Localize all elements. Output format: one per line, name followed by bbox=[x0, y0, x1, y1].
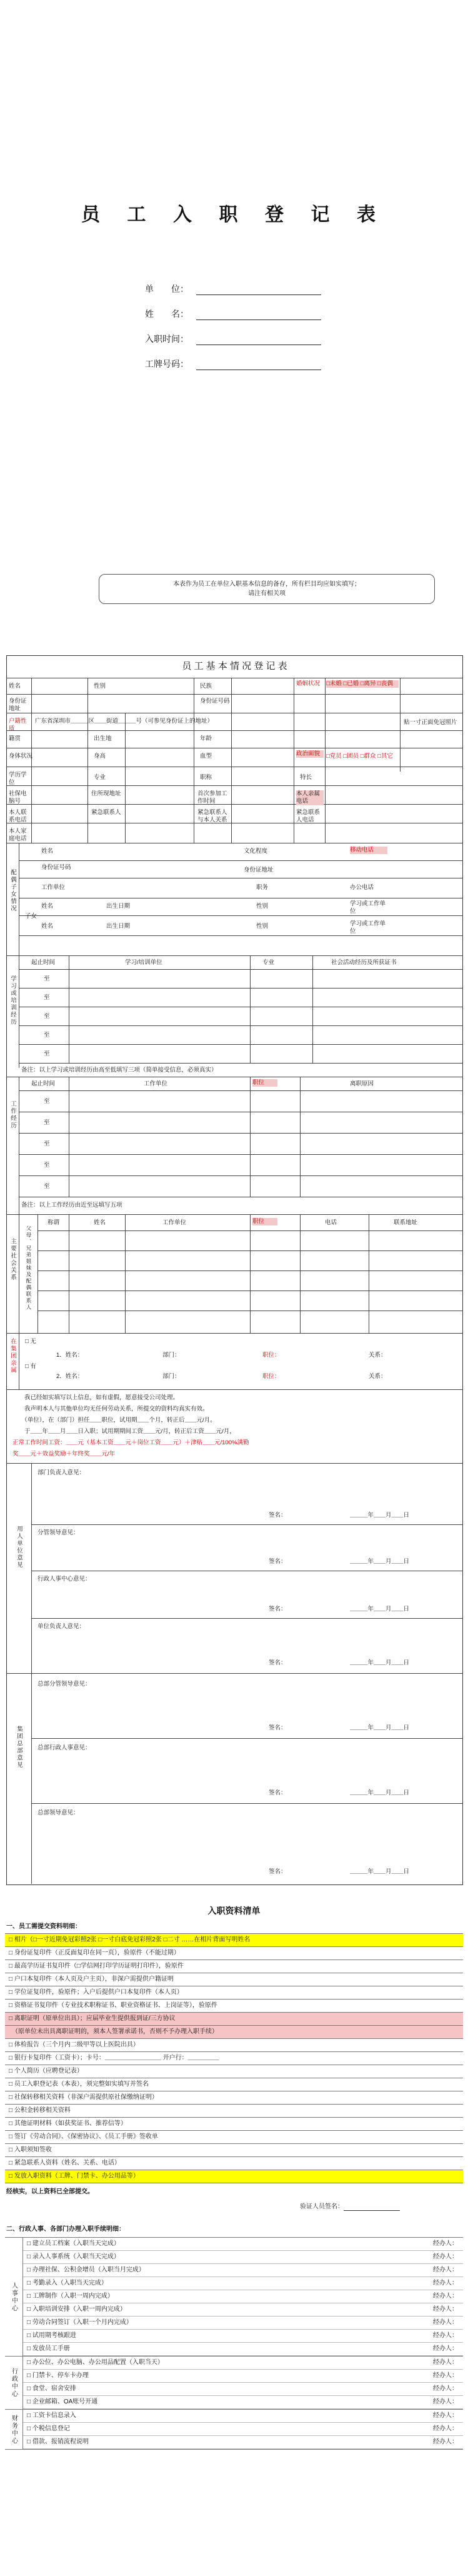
checklist-title: 入职资料清单 bbox=[207, 1906, 261, 1916]
work-row-4: 至 bbox=[44, 1162, 50, 1169]
section-unit-approval: 用人单位意见 bbox=[16, 1526, 22, 1569]
checklist-item[interactable]: □ 银行卡复印件（工资卡）；卡号：＿＿＿＿＿＿＿＿＿ 开户行：＿＿＿＿＿ bbox=[5, 2052, 463, 2065]
label-child2-school: 学习或工作单位 bbox=[350, 920, 386, 935]
checklist-item[interactable]: □ 相片（□一寸近期免冠彩照2张 □一寸白底免冠彩照2张 □二寸 ……在相片背面写明姓名 bbox=[5, 1934, 463, 1947]
hire-date-input-line[interactable] bbox=[196, 336, 321, 345]
checklist-task-handler: 经办人： bbox=[433, 2280, 458, 2287]
checklist-task-handler: 经办人： bbox=[433, 2240, 458, 2247]
checklist-item[interactable]: □ 学位证复印件，验原件；入户后提供户口本复印件（本人页） bbox=[5, 1986, 463, 2000]
political-options[interactable]: □党员 □团员 □群众 □其它 bbox=[326, 753, 393, 760]
work-row-2: 至 bbox=[44, 1119, 50, 1126]
label-work-position: 职位 bbox=[252, 1079, 277, 1087]
checklist-task-handler: 经办人： bbox=[433, 2425, 458, 2432]
division-head-sign: 签名： bbox=[269, 1558, 287, 1565]
declaration-salary-line1: 正常工作时间工资：＿＿元（基本工资＿＿元＋岗位工资＿＿元）＋津贴＿＿元/100%满勤 bbox=[12, 1439, 249, 1446]
checklist-group bbox=[5, 2357, 463, 2410]
checklist-task-label: □ 工资卡信息录入 bbox=[27, 2412, 76, 2419]
checklist-item[interactable]: □ 入职须知签收 bbox=[5, 2144, 463, 2157]
badge-input-line[interactable] bbox=[196, 361, 321, 370]
label-spouse-mobile: 移动电话 bbox=[350, 847, 387, 854]
checklist-task-handler: 经办人： bbox=[433, 2319, 458, 2326]
checklist-task[interactable] bbox=[23, 2251, 463, 2264]
checklist-task[interactable] bbox=[23, 2317, 463, 2330]
group-office-opinion: 总部行政人事意见： bbox=[37, 1744, 91, 1751]
division-head-date: ＿＿＿年＿＿月＿＿日 bbox=[350, 1558, 410, 1565]
relatives-none-option[interactable]: □ 无 bbox=[25, 1338, 36, 1345]
checklist-hr-sign: 验证人员签名： bbox=[300, 2203, 400, 2211]
label-name: 姓名 bbox=[9, 683, 21, 690]
dept-head-opinion: 部门负责人意见： bbox=[37, 1469, 86, 1476]
checklist-task[interactable] bbox=[23, 2357, 463, 2370]
relatives-has-option[interactable]: □ 有 bbox=[25, 1363, 36, 1370]
label-child2-birth: 出生日期 bbox=[106, 923, 131, 930]
label-family-name: 姓名 bbox=[94, 1219, 106, 1226]
form-header: 员 工 基 本 情 况 登 记 表 bbox=[182, 661, 287, 672]
checklist-group bbox=[5, 2410, 463, 2450]
checklist-part2-title: 二、行政人事、各部门办理入职手续明细： bbox=[6, 2226, 125, 2233]
checklist-item[interactable]: □ 其他证明材料（如获奖证书、推荐信等） bbox=[5, 2118, 463, 2131]
label-title: 职称 bbox=[200, 774, 212, 781]
checklist-part1-title: 一、员工需提交资料明细： bbox=[6, 1923, 81, 1930]
name-input-line[interactable] bbox=[196, 311, 321, 320]
unit-head-opinion: 单位负责人意见： bbox=[37, 1623, 86, 1630]
section-work: 工作经历 bbox=[9, 1100, 16, 1129]
checklist-task-handler: 经办人： bbox=[433, 2372, 458, 2379]
label-political: 政治面貌 bbox=[296, 750, 324, 758]
edu-row-4: 至 bbox=[44, 1032, 50, 1039]
checklist-task-label: □ 劳动合同签订（入职一个月内完成） bbox=[27, 2319, 132, 2326]
checklist-task-label: □ 建立员工档案（入职当天完成） bbox=[27, 2240, 120, 2247]
label-child1-gender: 性别 bbox=[256, 903, 269, 910]
cover-note-line2: 请注有相关项 bbox=[248, 590, 286, 597]
hr-head-date: ＿＿＿年＿＿月＿＿日 bbox=[350, 1606, 410, 1613]
section-spouse: 配偶子女情况 bbox=[9, 869, 16, 912]
label-children: 子女 bbox=[25, 913, 37, 920]
rel2-dept: 部门： bbox=[162, 1373, 181, 1380]
dept-head-sign: 签名： bbox=[269, 1512, 287, 1519]
checklist-task-label: □ 企业邮箱、OA账号开通 bbox=[27, 2398, 98, 2405]
checklist-task-label: □ 办公位、办公电脑、办公用品配置（入职当天） bbox=[27, 2359, 164, 2366]
cover-field-unit: 单 位： bbox=[145, 283, 321, 295]
unit-head-sign: 签名： bbox=[269, 1659, 287, 1666]
checklist-group bbox=[5, 2238, 463, 2357]
label-work-reason: 离职原因 bbox=[350, 1080, 374, 1087]
checklist-task[interactable] bbox=[23, 2436, 463, 2449]
page-title: 员 工 入 职 登 记 表 bbox=[81, 204, 387, 225]
label-edu-major: 专业 bbox=[262, 959, 275, 966]
checklist-item[interactable]: □ 发放入职资料（工牌、门禁卡、办公用品等） bbox=[5, 2170, 463, 2183]
photo-placeholder: 贴一寸正面免冠照片 bbox=[404, 719, 457, 726]
declaration-salary-line2: 奖＿＿元＋效益奖励＋年终奖＿＿元/年 bbox=[12, 1451, 116, 1457]
label-emergency-relation: 紧急联系人与本人关系 bbox=[197, 809, 227, 823]
checklist-task-label: □ 门禁卡、停车卡办理 bbox=[27, 2372, 89, 2379]
checklist-task[interactable] bbox=[23, 2343, 463, 2356]
rel2-position: 职位： bbox=[262, 1373, 281, 1380]
section-group-approval: 集团总部意见 bbox=[16, 1726, 22, 1769]
checklist-task[interactable] bbox=[23, 2290, 463, 2303]
label-work-company: 工作单位 bbox=[144, 1080, 168, 1087]
label-major: 专业 bbox=[94, 774, 106, 781]
checklist-task-handler: 经办人： bbox=[433, 2253, 458, 2260]
label-spouse-position: 职务 bbox=[256, 884, 269, 891]
checklist-task[interactable] bbox=[23, 2330, 463, 2343]
work-row-1: 至 bbox=[44, 1098, 50, 1105]
checklist-task-label: □ 发放员工手册 bbox=[27, 2345, 70, 2352]
label-age: 年龄 bbox=[200, 735, 212, 742]
section-family: 主要社会关系 bbox=[9, 1238, 16, 1281]
label-specialty: 特长 bbox=[300, 774, 312, 781]
label-social-security: 社保电脑号 bbox=[9, 790, 27, 805]
checklist-task-label: □ 试用期考核跟进 bbox=[27, 2332, 76, 2339]
checklist-task-handler: 经办人： bbox=[433, 2267, 458, 2273]
edu-row-2: 至 bbox=[44, 994, 50, 1001]
label-spouse-id-address: 身份证地址 bbox=[244, 867, 274, 873]
checklist-item[interactable]: □ 体检报告（三个月内二级甲等以上医院出具） bbox=[5, 2039, 463, 2052]
label-family-phone: 本人家庭电话 bbox=[9, 828, 27, 842]
cover-field-hire-date: 入职时间： bbox=[145, 333, 321, 345]
checklist-item[interactable]: □ 公积金转移相关资料 bbox=[5, 2105, 463, 2118]
checklist-item[interactable]: □ 社保转移相关资料（非深户需提供原社保缴纳证明） bbox=[5, 2091, 463, 2105]
cover-field-badge: 工牌号码： bbox=[145, 358, 321, 370]
label-first-work: 首次参加工作时间 bbox=[197, 790, 227, 805]
checklist-task-handler: 经办人： bbox=[433, 2345, 458, 2352]
label-id-number: 身份证号码 bbox=[200, 698, 230, 705]
label-ethnicity: 民族 bbox=[200, 683, 212, 690]
checklist-task-handler: 经办人： bbox=[433, 2385, 458, 2392]
checklist-task-handler: 经办人： bbox=[433, 2332, 458, 2339]
checklist-task[interactable] bbox=[23, 2396, 463, 2409]
checklist-task-handler: 经办人： bbox=[433, 2438, 458, 2445]
group-hr-date: ＿＿＿年＿＿月＿＿日 bbox=[350, 1724, 410, 1731]
group-leader-date: ＿＿＿年＿＿月＿＿日 bbox=[350, 1868, 410, 1875]
hukou-address: 广东省深圳市＿＿＿区＿＿街道＿＿＿号（可参见身份证上的地址） bbox=[35, 718, 214, 725]
edu-row-1: 至 bbox=[44, 975, 50, 982]
group-office-date: ＿＿＿年＿＿月＿＿日 bbox=[350, 1789, 410, 1796]
checklist-item[interactable]: □ 个人简历（应聘登记表） bbox=[5, 2065, 463, 2078]
rel1-dept: 部门： bbox=[162, 1352, 181, 1359]
cover-note-line1: 本表作为员工在单位入职基本信息的备存，所有栏目均应如实填写； bbox=[173, 581, 361, 588]
checklist-sign-note: 经核实，以上资料已全部提交。 bbox=[6, 2188, 94, 2195]
checklist-task-label: □ 录入人事系统（入职当天完成） bbox=[27, 2253, 120, 2260]
section-education: 学习或培训经历 bbox=[9, 975, 16, 1026]
checklist-item[interactable]: □ 户口本复印件（本人页及户主页），非深户需提供户籍证明 bbox=[5, 1973, 463, 1986]
rel1-name: 1．姓名： bbox=[56, 1352, 84, 1359]
checklist-task[interactable] bbox=[23, 2410, 463, 2423]
checklist-task[interactable] bbox=[23, 2423, 463, 2436]
hr-head-opinion: 行政人事中心意见： bbox=[37, 1576, 91, 1582]
label-spouse-work-unit: 工作单位 bbox=[41, 884, 66, 891]
label-emergency-phone: 紧急联系人电话 bbox=[296, 809, 321, 823]
label-spouse-name: 姓名 bbox=[41, 848, 54, 855]
checklist-item[interactable]: □ 离职证明（原单位出具）；应届毕业生提供报到证/三方协议 bbox=[5, 2013, 463, 2026]
label-health: 身体状况 bbox=[9, 753, 33, 760]
label-child1-name: 姓名 bbox=[41, 903, 54, 910]
rel1-position: 职位： bbox=[262, 1352, 281, 1359]
edu-row-3: 至 bbox=[44, 1013, 50, 1020]
section-relatives: 在集团亲属 bbox=[9, 1338, 16, 1374]
checklist-item[interactable]: （原单位未出具离职证明的，须本人签署承诺书，否则不予办理入职手续） bbox=[5, 2026, 463, 2039]
label-edu-period: 起止时间 bbox=[31, 959, 56, 966]
label-marital: 婚姻状况 bbox=[296, 680, 321, 687]
checklist-group-label: 财务中心 bbox=[5, 2410, 23, 2449]
label-child2-gender: 性别 bbox=[256, 923, 269, 930]
label-spouse-education: 文化程度 bbox=[244, 848, 268, 855]
label-work-period: 起止时间 bbox=[31, 1080, 56, 1087]
label-origin: 籍贯 bbox=[9, 735, 21, 742]
label-relative-in-company: 本人亲属电话 bbox=[296, 790, 324, 805]
rel1-relation: 关系： bbox=[369, 1352, 387, 1359]
checklist-task-handler: 经办人： bbox=[433, 2306, 458, 2313]
family-left-note: 父母、兄弟姐妹及配偶联系人 bbox=[26, 1225, 32, 1311]
edu-row-5: 至 bbox=[44, 1050, 50, 1057]
checklist-task[interactable] bbox=[23, 2264, 463, 2277]
label-height: 身高 bbox=[94, 753, 106, 760]
declaration-line1: 我已经如实填写以上信息，如有虚假，愿意接受公司处理。 bbox=[12, 1394, 179, 1401]
hr-head-sign: 签名： bbox=[269, 1606, 287, 1613]
dept-head-date: ＿＿＿年＿＿月＿＿日 bbox=[350, 1512, 410, 1519]
checklist-task-label: □ 个税信息登记 bbox=[27, 2425, 70, 2432]
label-family-relation: 称谓 bbox=[47, 1219, 60, 1226]
label-emergency-contact: 紧急联系人 bbox=[91, 809, 121, 816]
declaration-line4: 于＿＿年＿＿月＿＿日入职；试用期期间工资＿＿元/月，转正后工资＿＿元/月， bbox=[12, 1428, 236, 1435]
marital-options[interactable]: □未婚 □已婚 □离异 □丧偶 bbox=[326, 680, 399, 688]
group-hr-opinion: 总部分管领导意见： bbox=[37, 1681, 91, 1688]
label-company-phone: 本人联系电话 bbox=[9, 809, 27, 823]
checklist-task-label: □ 考勤录入（入职当天完成） bbox=[27, 2280, 107, 2287]
cover-note-box bbox=[99, 574, 435, 604]
checklist-task[interactable] bbox=[23, 2303, 463, 2317]
label-family-work-unit: 工作单位 bbox=[162, 1219, 187, 1226]
label-spouse-office-phone: 办公电话 bbox=[350, 884, 374, 891]
checklist-item[interactable]: □ 资格证书复印件（专业技术职称证书、职业资格证书、上岗证等），验原件 bbox=[5, 2000, 463, 2013]
group-office-sign: 签名： bbox=[269, 1789, 287, 1796]
checklist-task-handler: 经办人： bbox=[433, 2293, 458, 2300]
edu-note: 备注：以上学习或培训经历由高至低填写三项（简单接受信息，必须真实） bbox=[21, 1067, 217, 1074]
checklist-task-label: □ 借款、报销流程说明 bbox=[27, 2438, 89, 2445]
label-live-address: 住所现地址 bbox=[91, 790, 121, 797]
checklist-item[interactable]: □ 紧急联系人资料（姓名、关系、电话） bbox=[5, 2157, 463, 2170]
cover-field-name: 姓 名： bbox=[145, 308, 321, 320]
declaration-line2: 我声明本人与其他单位均无任何劳动关系，所提交的资料均真实有效。 bbox=[12, 1406, 209, 1412]
checklist-task[interactable] bbox=[23, 2277, 463, 2290]
label-child1-school: 学习或工作单位 bbox=[350, 900, 386, 915]
label-family-address: 联系地址 bbox=[394, 1219, 418, 1226]
label-blood: 血型 bbox=[200, 753, 212, 760]
checklist-part2 bbox=[5, 2237, 463, 2450]
checklist-task-handler: 经办人： bbox=[433, 2412, 458, 2419]
label-spouse-id-number: 身份证号码 bbox=[41, 864, 71, 871]
label-edu-school: 学习/培训单位 bbox=[125, 959, 162, 966]
label-child1-birth: 出生日期 bbox=[106, 903, 131, 910]
label-birthplace: 出生地 bbox=[94, 735, 112, 742]
checklist-task-label: □ 入职培训安排（入职一周内完成） bbox=[27, 2306, 126, 2313]
unit-head-date: ＿＿＿年＿＿月＿＿日 bbox=[350, 1659, 410, 1666]
group-hr-sign: 签名： bbox=[269, 1724, 287, 1731]
work-note: 备注：以上工作经历由近至远填写五项 bbox=[21, 1202, 122, 1209]
work-row-3: 至 bbox=[44, 1140, 50, 1147]
checklist-task[interactable] bbox=[23, 2370, 463, 2383]
checklist-task[interactable] bbox=[23, 2383, 463, 2396]
checklist-item[interactable]: □ 签订《劳动合同》、《保密协议》、《员工手册》签收单 bbox=[5, 2131, 463, 2144]
label-child2-name: 姓名 bbox=[41, 923, 54, 930]
group-leader-sign: 签名： bbox=[269, 1868, 287, 1875]
label-family-phone: 电话 bbox=[325, 1219, 337, 1226]
group-leader-opinion: 总部领导意见： bbox=[37, 1809, 79, 1816]
checklist-task-handler: 经办人： bbox=[433, 2398, 458, 2405]
checklist-group-label: 行政中心 bbox=[5, 2357, 23, 2409]
work-row-5: 至 bbox=[44, 1183, 50, 1190]
checklist-task-label: □ 食堂、宿舍安排 bbox=[27, 2385, 76, 2392]
rel2-relation: 关系： bbox=[369, 1373, 387, 1380]
label-id-address: 身份证地址 bbox=[9, 698, 27, 712]
hr-sign-line[interactable] bbox=[344, 2204, 400, 2211]
label-degree: 学历学位 bbox=[9, 772, 27, 786]
label-family-position: 职位 bbox=[252, 1218, 277, 1225]
label-gender: 性别 bbox=[94, 683, 106, 690]
division-head-opinion: 分管领导意见： bbox=[37, 1529, 79, 1536]
checklist-item[interactable]: □ 员工入职登记表（本表），须完整如实填写并签名 bbox=[5, 2078, 463, 2091]
checklist-task-label: □ 工牌制作（入职一周内完成） bbox=[27, 2293, 114, 2300]
rel2-name: 2．姓名： bbox=[56, 1373, 84, 1380]
label-hukou: 户籍性质 bbox=[9, 718, 27, 732]
checklist-task-handler: 经办人： bbox=[433, 2359, 458, 2366]
label-edu-cert: 社会活动经历及所获证书 bbox=[331, 959, 397, 966]
checklist-item[interactable]: □ 身份证复印件（正反面复印在同一页），验原件（不能过期） bbox=[5, 1947, 463, 1960]
checklist-task-label: □ 办理社保、公积金增员（入职当月完成） bbox=[27, 2267, 145, 2273]
checklist-item[interactable]: □ 最高学历证书复印件（□学信网打印学历证明打印件），验原件 bbox=[5, 1960, 463, 1973]
declaration-line3: （单位），在（部门）担任＿＿职位，试用期＿＿个月，转正后＿＿元/月。 bbox=[12, 1417, 216, 1424]
unit-input-line[interactable] bbox=[196, 286, 321, 295]
checklist-group-label: 人事中心 bbox=[5, 2238, 23, 2356]
checklist-part1 bbox=[5, 1933, 463, 2183]
checklist-task[interactable] bbox=[23, 2238, 463, 2251]
